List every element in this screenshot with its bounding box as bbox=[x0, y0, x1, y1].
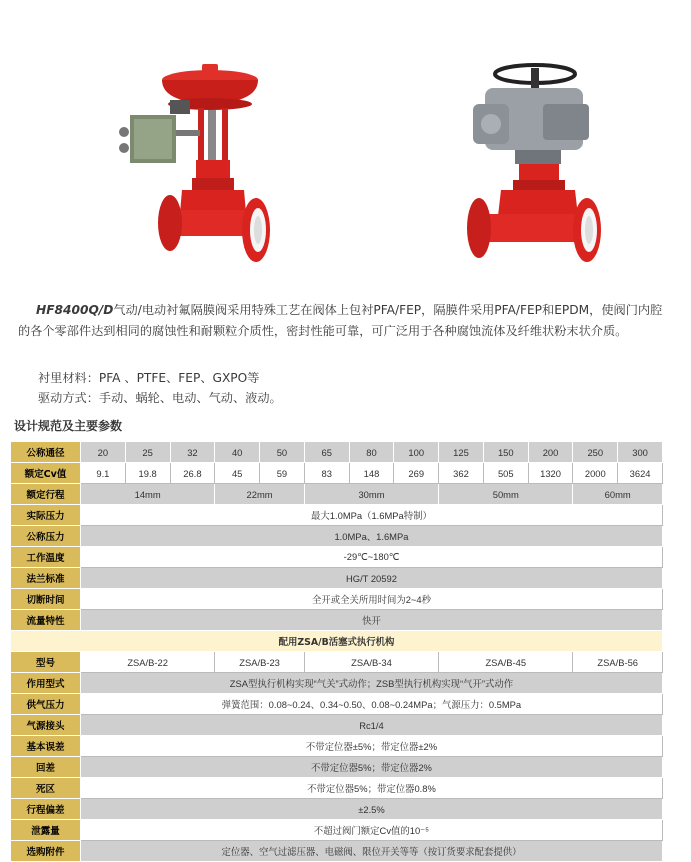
row-label: 公称压力 bbox=[11, 526, 81, 547]
table-cell: 1.0MPa、1.6MPa bbox=[81, 526, 663, 547]
table-cell: 148 bbox=[349, 463, 394, 484]
table-cell: 9.1 bbox=[81, 463, 126, 484]
table-cell: 83 bbox=[304, 463, 349, 484]
table-row bbox=[11, 589, 663, 610]
table-row bbox=[11, 778, 663, 799]
table-cell: 26.8 bbox=[170, 463, 215, 484]
spec-table bbox=[10, 441, 663, 862]
row-label: 气源接头 bbox=[11, 715, 81, 736]
table-cell: 不超过阀门额定Cv值的10⁻⁵ bbox=[81, 820, 663, 841]
electric-valve-image bbox=[455, 60, 605, 265]
table-row bbox=[11, 505, 663, 526]
model-number: HF8400Q/D bbox=[36, 303, 114, 317]
table-cell: 25 bbox=[125, 442, 170, 463]
table-cell: 250 bbox=[573, 442, 618, 463]
actuator-header: 配用ZSA/B活塞式执行机构 bbox=[11, 631, 663, 652]
table-cell: 弹簧范围：0.08~0.24、0.34~0.50、0.08~0.24MPa；气源压力：0.5MPa bbox=[81, 694, 663, 715]
row-label: 流量特性 bbox=[11, 610, 81, 631]
table-cell: ZSA/B-22 bbox=[81, 652, 215, 673]
row-label: 供气压力 bbox=[11, 694, 81, 715]
table-cell: 150 bbox=[483, 442, 528, 463]
table-row bbox=[11, 652, 663, 673]
table-row bbox=[11, 631, 663, 652]
row-label: 死区 bbox=[11, 778, 81, 799]
row-label: 实际压力 bbox=[11, 505, 81, 526]
table-cell: ZSA/B-45 bbox=[439, 652, 573, 673]
table-cell: 14mm bbox=[81, 484, 215, 505]
table-cell: 30mm bbox=[304, 484, 438, 505]
intro-paragraph bbox=[18, 300, 674, 342]
table-row bbox=[11, 841, 663, 862]
table-cell: 200 bbox=[528, 442, 573, 463]
table-cell: 快开 bbox=[81, 610, 663, 631]
table-cell: 不带定位器5%；带定位器2% bbox=[81, 757, 663, 778]
table-cell: 362 bbox=[439, 463, 484, 484]
table-cell: 100 bbox=[394, 442, 439, 463]
row-label: 选购附件 bbox=[11, 841, 81, 862]
table-cell: 2000 bbox=[573, 463, 618, 484]
table-row bbox=[11, 757, 663, 778]
table-cell: 50mm bbox=[439, 484, 573, 505]
intro-text: 气动/电动衬氟隔膜阀采用特殊工艺在阀体上包衬PFA/FEP，隔膜件采用PFA/FEP和EPDM，使阀门内腔的各个零部件达到相同的腐蚀性和耐颗粒介质性，密封性能可靠，可广泛用于各种腐蚀流体及纤维状粉末状介质。 bbox=[18, 303, 663, 338]
table-row bbox=[11, 484, 663, 505]
table-cell: 505 bbox=[483, 463, 528, 484]
table-row bbox=[11, 568, 663, 589]
table-cell: ZSA/B-56 bbox=[573, 652, 663, 673]
row-label: 作用型式 bbox=[11, 673, 81, 694]
row-label: 泄露量 bbox=[11, 820, 81, 841]
table-cell: ZSA型执行机构实现“气关”式动作；ZSB型执行机构实现“气开”式动作 bbox=[81, 673, 663, 694]
row-label: 切断时间 bbox=[11, 589, 81, 610]
row-label: 型号 bbox=[11, 652, 81, 673]
table-cell: 50 bbox=[260, 442, 305, 463]
row-label: 工作温度 bbox=[11, 547, 81, 568]
table-cell: -29℃~180℃ bbox=[81, 547, 663, 568]
row-label: 额定行程 bbox=[11, 484, 81, 505]
table-cell: 20 bbox=[81, 442, 126, 463]
table-cell: 80 bbox=[349, 442, 394, 463]
lining-material: 衬里材料：PFA 、PTFE、FEP、GXPO等 bbox=[38, 371, 260, 385]
table-row bbox=[11, 673, 663, 694]
row-label: 基本误差 bbox=[11, 736, 81, 757]
pneumatic-valve-image bbox=[110, 60, 280, 270]
table-row bbox=[11, 463, 663, 484]
drive-mode: 驱动方式：手动、蜗轮、电动、气动、液动。 bbox=[38, 391, 282, 405]
table-cell: 22mm bbox=[215, 484, 305, 505]
table-row bbox=[11, 799, 663, 820]
table-row bbox=[11, 715, 663, 736]
table-cell: 定位器、空气过滤压器、电磁阀、限位开关等等（按订货要求配套提供） bbox=[81, 841, 663, 862]
table-cell: 1320 bbox=[528, 463, 573, 484]
table-cell: 60mm bbox=[573, 484, 663, 505]
row-label: 公称通径 bbox=[11, 442, 81, 463]
table-cell: 40 bbox=[215, 442, 260, 463]
table-cell: 不带定位器±5%；带定位器±2% bbox=[81, 736, 663, 757]
table-cell: 125 bbox=[439, 442, 484, 463]
table-row bbox=[11, 694, 663, 715]
table-cell: Rc1/4 bbox=[81, 715, 663, 736]
section-title: 设计规范及主要参数 bbox=[14, 419, 123, 433]
row-label: 回差 bbox=[11, 757, 81, 778]
table-row bbox=[11, 820, 663, 841]
table-cell: 全开或全关所用时间为2~4秒 bbox=[81, 589, 663, 610]
table-cell: ±2.5% bbox=[81, 799, 663, 820]
table-cell: 45 bbox=[215, 463, 260, 484]
table-row bbox=[11, 736, 663, 757]
row-label: 法兰标准 bbox=[11, 568, 81, 589]
table-cell: ZSA/B-23 bbox=[215, 652, 305, 673]
table-cell: 3624 bbox=[618, 463, 663, 484]
table-row bbox=[11, 442, 663, 463]
table-cell: 不带定位器5%；带定位器0.8% bbox=[81, 778, 663, 799]
table-cell: 65 bbox=[304, 442, 349, 463]
table-cell: 32 bbox=[170, 442, 215, 463]
table-cell: HG/T 20592 bbox=[81, 568, 663, 589]
row-label: 行程偏差 bbox=[11, 799, 81, 820]
table-cell: 最大1.0MPa（1.6MPa特制） bbox=[81, 505, 663, 526]
table-cell: 59 bbox=[260, 463, 305, 484]
table-cell: ZSA/B-34 bbox=[304, 652, 438, 673]
table-cell: 269 bbox=[394, 463, 439, 484]
table-row bbox=[11, 610, 663, 631]
row-label: 额定Cv值 bbox=[11, 463, 81, 484]
table-cell: 300 bbox=[618, 442, 663, 463]
table-row bbox=[11, 547, 663, 568]
table-row bbox=[11, 526, 663, 547]
table-cell: 19.8 bbox=[125, 463, 170, 484]
